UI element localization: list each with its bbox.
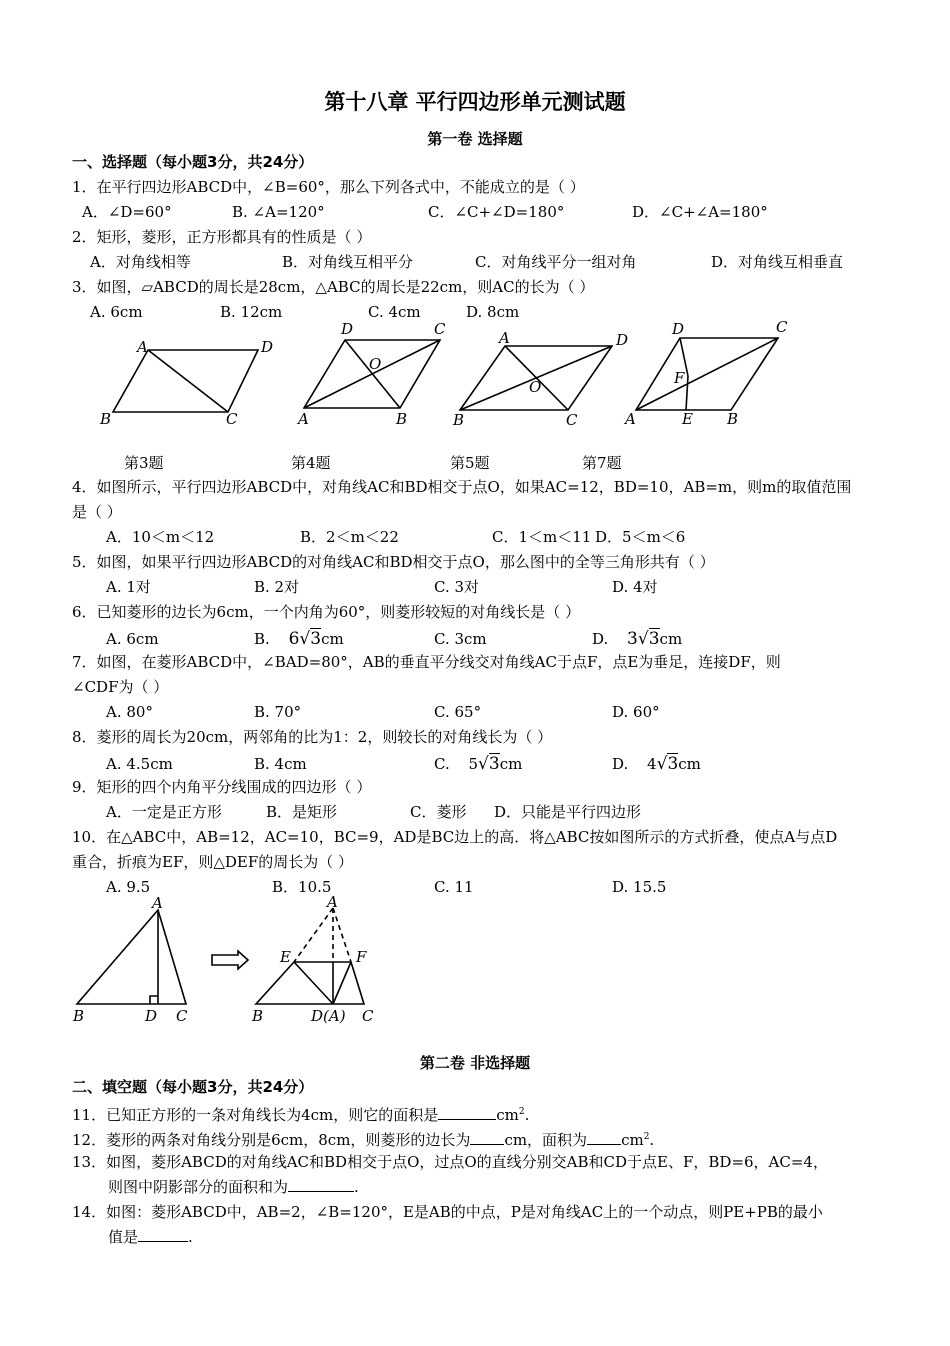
sqrt-icon: √ [299,629,311,649]
question-4-line2: 是（ ） [72,503,122,521]
q7-option-d: D. 60° [612,703,660,721]
fig10-label-d: D [145,1007,158,1025]
fig10-right-angle-mark [150,996,158,1004]
q9-option-d: D．只能是平行四边形 [494,803,642,821]
sqrt-icon: √ [637,629,649,649]
fig10-label-c: C [176,1007,188,1025]
fig4-caption: 第4题 [291,454,331,472]
q14-end: . [188,1228,193,1246]
q6-d-radicand: 3 [648,629,660,649]
fig7-label-e: E [682,410,693,428]
q3-option-b: B. 12cm [220,303,283,321]
fig7-caption: 第7题 [582,454,622,472]
q13-answer-blank[interactable] [288,1177,354,1192]
q5-option-b: B. 2对 [254,578,300,596]
fig10-original-triangle [72,894,188,1025]
q11-unit-sup: 2 [518,1107,525,1117]
question-8: 8．菱形的周长为20cm，两邻角的比为1：2，则较长的对角线长为（ ） [72,728,553,746]
q14-text2: 值是 [108,1228,139,1246]
q3-option-c: C. 4cm [368,303,421,321]
fig10-label-b2: B [252,1007,264,1025]
fig10-arrow [212,951,248,969]
fig4-label-c: C [434,320,446,338]
question-4-line1: 4．如图所示，平行四边形ABCD中，对角线AC和BD相交于点O，如果AC=12，BD=10，AB=m，则m的取值范围 [72,478,852,496]
q9-option-a: A．一定是正方形 [106,803,222,821]
q8-d-radicand: 3 [667,754,679,774]
fig10-label-d-a: D(A) [311,1007,346,1025]
question-14-line1: 14．如图：菱形ABCD中，AB=2，∠B=120°，E是AB的中点，P是对角线AC上的一个动点，则PE+PB的最小 [72,1203,823,1221]
question-11 [72,1102,529,1125]
fig5-label-b: B [453,411,465,429]
q4-option-c: C．1＜m＜11 [492,528,592,546]
question-2: 2．矩形，菱形，正方形都具有的性质是（ ） [72,228,372,246]
question-13-line2 [108,1177,359,1197]
q8-c-radicand: 3 [488,754,500,774]
fig3-label-a: A [137,338,148,356]
fig5-label-d: D [616,331,629,349]
q10-option-b: B．10.5 [272,878,332,896]
q11-text: 11．已知正方形的一条对角线长为4cm，则它的面积是 [72,1106,439,1124]
fig10-dashed-ae [294,908,333,962]
q5-option-a: A. 1对 [106,578,151,596]
q6-b-unit: cm [321,630,344,648]
sqrt-icon: √ [478,754,489,774]
question-7-line2: ∠CDF为（ ） [72,678,169,696]
q4-option-a: A．10＜m＜12 [106,528,215,546]
section-two-heading: 二、填空题（每小题3分，共24分） [72,1078,314,1096]
question-14-line2 [108,1227,193,1247]
q7-option-c: C. 65° [434,703,482,721]
q3-option-a: A. 6cm [90,303,143,321]
fig5-caption: 第5题 [450,454,490,472]
question-3: 3．如图，▱ABCD的周长是28cm，△ABC的周长是22cm，则AC的长为（ ） [72,278,595,296]
fig4-label-a: A [298,410,309,428]
q14-answer-blank[interactable] [138,1227,188,1242]
question-9: 9．矩形的四个内角平分线围成的四边形（ ） [72,778,372,796]
q13-end: . [354,1178,359,1196]
q8-d-unit: cm [678,755,701,773]
q6-d-coef: 3 [627,629,638,649]
fig3-label-b: B [100,410,112,428]
q11-unit: cm [496,1106,519,1124]
fig7-label-c: C [776,318,788,336]
fig3-caption: 第3题 [124,454,164,472]
fig10-triangle-abc [77,910,186,1004]
section-one-heading: 一、选择题（每小题3分，共24分） [72,153,314,171]
q8-option-a: A. 4.5cm [106,755,173,773]
q7-option-b: B. 70° [254,703,302,721]
q3-option-d: D. 8cm [466,303,520,321]
q1-option-b: B. ∠A=120° [232,203,325,221]
q10-option-a: A. 9.5 [106,878,151,896]
part-two-heading: 第二卷 非选择题 [419,1054,531,1072]
q2-option-b: B．对角线互相平分 [282,253,414,271]
q6-b-coef: 6 [288,629,300,649]
q9-option-c: C．菱形 [410,803,467,821]
q6-b-radicand: 3 [310,629,322,649]
question-6: 6．已知菱形的边长为6cm，一个内角为60°，则菱形较短的对角线长是（ ） [72,603,581,621]
q5-option-d: D. 4对 [612,578,658,596]
fig3-label-c: C [226,410,238,428]
part-one-heading: 第一卷 选择题 [427,130,523,148]
question-1: 1．在平行四边形ABCD中，∠B=60°，那么下列各式中，不能成立的是（ ） [72,178,585,196]
fig10-label-b: B [73,1007,85,1025]
q12-unit: cm [621,1131,644,1149]
fig10-label-a: A [152,894,163,912]
fig4-label-o: O [369,355,382,373]
q8-option-c-letter: C. [434,755,450,773]
q8-c-coef: 5 [468,755,479,773]
q11-answer-blank[interactable] [438,1105,496,1120]
q2-option-c: C．对角线平分一组对角 [475,253,637,271]
right-arrow-icon [212,951,248,969]
q6-option-d-letter: D. [592,630,609,648]
fig10-label-a2: A [327,893,338,911]
page-title: 第十八章 平行四边形单元测试题 [324,90,626,114]
q6-option-a: A. 6cm [106,630,159,648]
q6-option-b-letter: B. [254,630,270,648]
question-7-line1: 7．如图，在菱形ABCD中，∠BAD=80°，AB的垂直平分线交对角线AC于点F，点E为垂足，连接DF，则 [72,653,781,671]
q6-d-unit: cm [659,630,683,648]
q4-option-b: B．2＜m＜22 [300,528,399,546]
fig10-dashed-af [333,908,351,962]
q8-d-coef: 4 [647,755,657,773]
q2-option-a: A．对角线相等 [90,253,191,271]
fig7-label-f: F [674,369,685,387]
fig5-label-o: O [529,378,542,396]
fig10-label-c2: C [362,1007,374,1025]
q1-option-d: D．∠C+∠A=180° [632,203,768,221]
q12-answer-blank-1[interactable] [470,1130,504,1145]
fig10-segment-ed [294,962,333,1004]
q10-option-c: C. 11 [434,878,474,896]
q10-option-d: D. 15.5 [612,878,667,896]
fig10-label-e: E [280,948,291,966]
q2-option-d: D．对角线互相垂直 [711,253,844,271]
q8-option-b: B. 4cm [254,755,307,773]
question-10-line2: 重合，折痕为EF，则△DEF的周长为（ ） [72,853,354,871]
fig10-folded-triangle [251,893,374,1025]
fig5-label-a: A [499,329,510,347]
q12-answer-blank-2[interactable] [587,1130,621,1145]
q7-option-a: A. 80° [106,703,153,721]
fig3-label-d: D [261,338,274,356]
fig10-label-f: F [356,948,367,966]
fig4-label-b: B [396,410,408,428]
question-12 [72,1127,654,1150]
fig5-label-c: C [566,411,578,429]
q12-unit-sup: 2 [643,1132,650,1142]
question-5: 5．如图，如果平行四边形ABCD的对角线AC和BD相交于点O，那么图中的全等三角形共有（ ） [72,553,715,571]
question-13-line1: 13．如图，菱形ABCD的对角线AC和BD相交于点O，过点O的直线分别交AB和CD于点E、F，BD=6，AC=4， [72,1153,828,1171]
q1-option-c: C．∠C+∠D=180° [428,203,565,221]
question-10-line1: 10．在△ABC中，AB=12，AC=10，BC=9，AD是BC边上的高．将△ABC按如图所示的方式折叠，使点A与点D [72,828,838,846]
q12-mid: cm，面积为 [504,1131,588,1149]
q4-option-d: D．5＜m＜6 [595,528,686,546]
q13-text2: 则图中阴影部分的面积和为 [108,1178,289,1196]
q1-option-a: A．∠D=60° [82,203,172,221]
fig7-label-b: B [727,410,739,428]
q11-end: . [524,1106,530,1124]
fig7-label-d: D [672,320,685,338]
q12-text: 12．菱形的两条对角线分别是6cm，8cm，则菱形的边长为 [72,1131,471,1149]
q5-option-c: C. 3对 [434,578,480,596]
q8-option-d-letter: D. [612,755,629,773]
sqrt-icon: √ [656,754,668,774]
q6-option-c: C. 3cm [434,630,487,648]
q9-option-b: B．是矩形 [266,803,338,821]
q8-c-unit: cm [499,755,523,773]
fig4-label-d: D [341,320,354,338]
fig10-segment-fd [333,962,351,1004]
fig7-label-a: A [625,410,636,428]
q12-end: . [649,1131,655,1149]
